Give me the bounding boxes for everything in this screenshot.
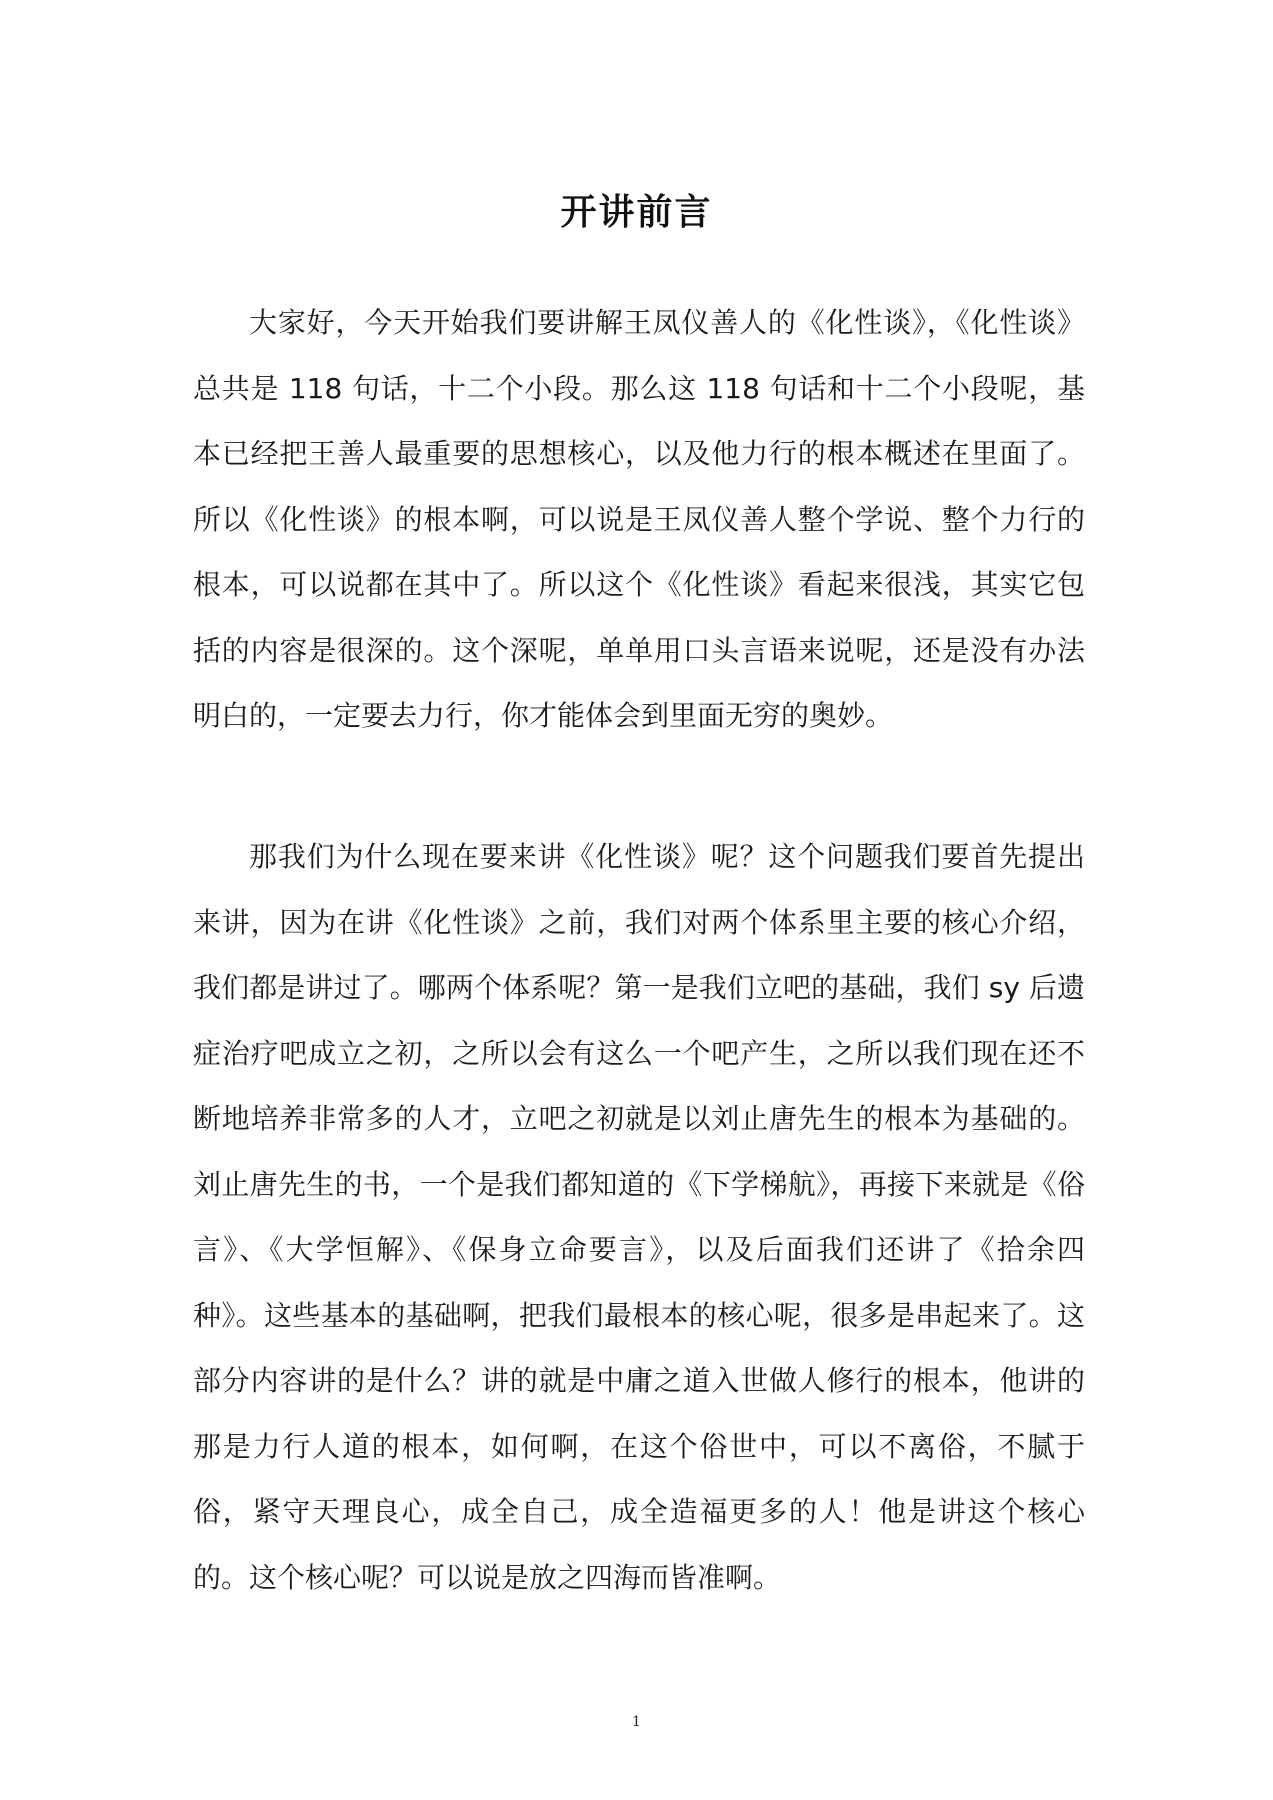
paragraph-1: 大家好，今天开始我们要讲解王凤仪善人的《化性谈》，《化性谈》总共是 118 句话，十二个小段。那么这 118 句话和十二个小段呢，基本已经把王善人最重要的思想核心，以及他力行的根本概述在里面了。所以《化性谈》的根本啊，可以说是王凤仪善人整个学说、整个力行的根本，可以说都在其中了。所以这个《化性谈》看起来很浅，其实它包括的内容是很深的。这个深呢，单单用口头言语来说呢，还是没有办法明白的，一定要去力行，你才能体会到里面无穷的奥妙。 (193, 306, 1085, 732)
page-number: 1 (632, 1714, 641, 1730)
paragraph-2: 那我们为什么现在要来讲《化性谈》呢？这个问题我们要首先提出来讲，因为在讲《化性谈》之前，我们对两个体系里主要的核心介绍，我们都是讲过了。哪两个体系呢？第一是我们立吧的基础，我们 sy 后遗症治疗吧成立之初，之所以会有这么一个吧产生，之所以我们现在还不断地培养非常多的人才，立吧之初就是以刘止唐先生的根本为基础的。刘止唐先生的书，一个是我们都知道的《下学梯航》，再接下来就是《俗言》、《大学恒解》、《保身立命要言》，以及后面我们还讲了《拾余四种》。这些基本的基础啊，把我们最根本的核心呢，很多是串起来了。这部分内容讲的是什么？讲的就是中庸之道入世做人修行的根本，他讲的那是力行人道的根本，如何啊，在这个俗世中，可以不离俗，不腻于俗，紧守天理良心，成全自己，成全造福更多的人！他是讲这个核心的。这个核心呢？可以说是放之四海而皆准啊。 (193, 840, 1085, 1594)
page-title: 开讲前言 (560, 191, 713, 234)
